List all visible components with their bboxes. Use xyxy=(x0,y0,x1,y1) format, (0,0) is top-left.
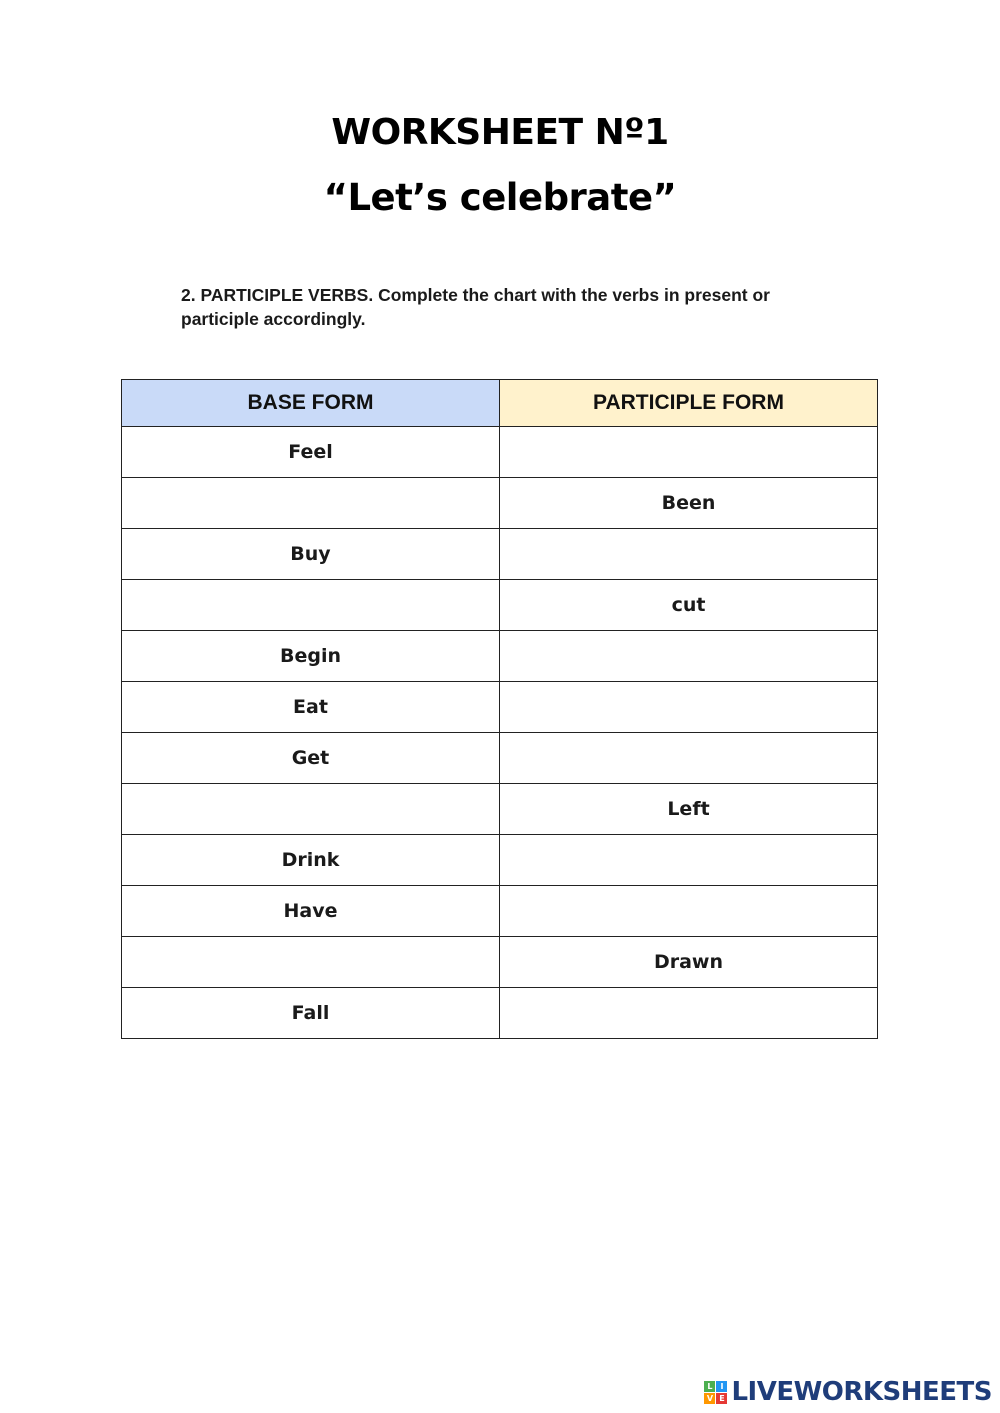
base-form-cell[interactable]: Fall xyxy=(122,988,500,1039)
base-form-cell[interactable]: Get xyxy=(122,733,500,784)
logo-mark-letter: V xyxy=(704,1393,715,1404)
base-form-cell[interactable] xyxy=(122,784,500,835)
table-row xyxy=(122,886,878,937)
participle-form-cell[interactable] xyxy=(500,529,878,580)
logo-mark-letter: E xyxy=(716,1393,727,1404)
table-row xyxy=(122,988,878,1039)
table-row xyxy=(122,529,878,580)
logo-mark-letter: I xyxy=(716,1381,727,1392)
base-form-cell[interactable]: Eat xyxy=(122,682,500,733)
participle-form-cell[interactable] xyxy=(500,988,878,1039)
participle-form-cell[interactable]: Drawn xyxy=(500,937,878,988)
participle-form-cell[interactable] xyxy=(500,733,878,784)
table-row xyxy=(122,427,878,478)
table-row xyxy=(122,478,878,529)
base-form-cell[interactable] xyxy=(122,580,500,631)
participle-form-cell[interactable]: Been xyxy=(500,478,878,529)
table-row xyxy=(122,682,878,733)
base-form-header: BASE FORM xyxy=(122,380,500,427)
participle-form-cell[interactable] xyxy=(500,682,878,733)
base-form-cell[interactable] xyxy=(122,478,500,529)
liveworksheets-logo-icon xyxy=(704,1381,727,1404)
participle-form-cell[interactable] xyxy=(500,427,878,478)
participle-form-cell[interactable]: Left xyxy=(500,784,878,835)
participle-form-cell[interactable]: cut xyxy=(500,580,878,631)
verb-chart xyxy=(121,379,878,1039)
base-form-cell[interactable]: Buy xyxy=(122,529,500,580)
worksheet-subtitle: “Let’s celebrate” xyxy=(323,176,677,219)
participle-form-cell[interactable] xyxy=(500,886,878,937)
table-row xyxy=(122,733,878,784)
base-form-cell[interactable]: Begin xyxy=(122,631,500,682)
liveworksheets-logo xyxy=(704,1377,992,1407)
liveworksheets-logo-text: LIVEWORKSHEETS xyxy=(731,1377,992,1407)
table-row xyxy=(122,580,878,631)
table-row xyxy=(122,835,878,886)
participle-form-header: PARTICIPLE FORM xyxy=(500,380,878,427)
worksheet-title: WORKSHEET Nº1 xyxy=(331,112,669,153)
participle-form-cell[interactable] xyxy=(500,631,878,682)
base-form-cell[interactable] xyxy=(122,937,500,988)
logo-mark-letter: L xyxy=(704,1381,715,1392)
base-form-cell[interactable]: Feel xyxy=(122,427,500,478)
base-form-cell[interactable]: Drink xyxy=(122,835,500,886)
instructions-text: 2. PARTICIPLE VERBS. Complete the chart with the verbs in present or participle accordingly. xyxy=(181,285,770,329)
table-row xyxy=(122,937,878,988)
table-header-row xyxy=(122,380,878,427)
base-form-cell[interactable]: Have xyxy=(122,886,500,937)
participle-form-cell[interactable] xyxy=(500,835,878,886)
table-row xyxy=(122,631,878,682)
table-row xyxy=(122,784,878,835)
